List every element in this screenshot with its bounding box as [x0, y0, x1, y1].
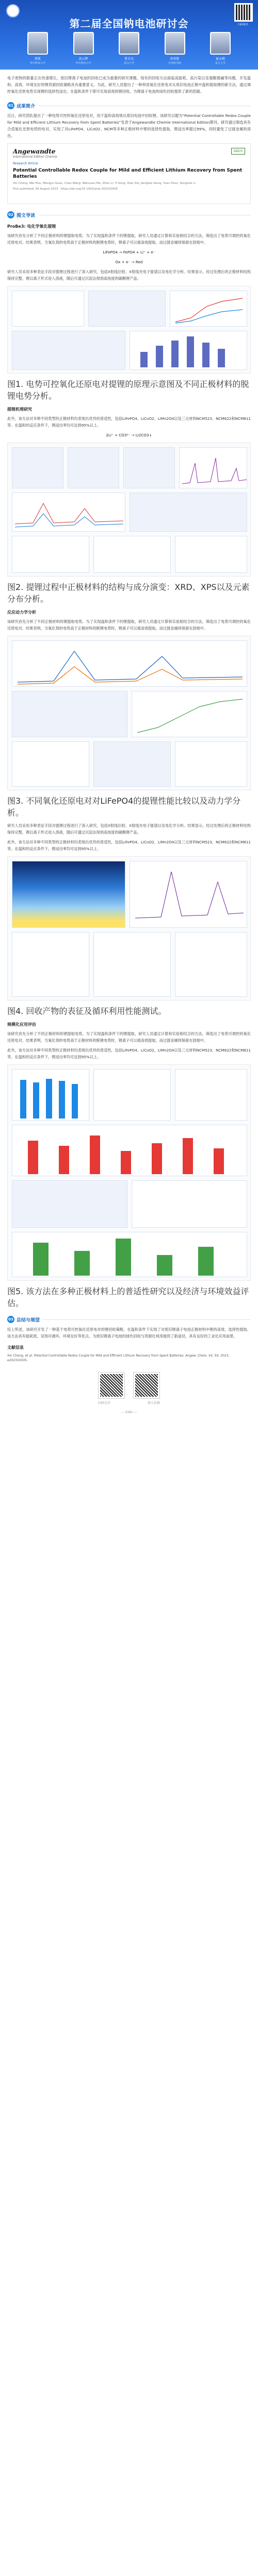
- reference: Xin Cheng, et al. Potential Controllable Redox Couple for Mild and Efficient Lithium Recovery from Spent Batteries. Angew. Chem. Int. Ed. 2023, e202310435.: [7, 1354, 230, 1362]
- figure-panel: [88, 291, 166, 327]
- speaker-name: 夏永姚: [215, 57, 225, 61]
- speaker-photo: [27, 32, 48, 55]
- speaker-card: [203, 32, 237, 65]
- figure-panel: [12, 741, 89, 787]
- figure-panel: [93, 741, 171, 787]
- speaker-name: 曹余良: [124, 57, 134, 61]
- speaker-card: [21, 32, 55, 65]
- journal-name: Angewandte: [13, 148, 56, 155]
- speaker-name: 黄云辉: [78, 57, 88, 61]
- figure-plot: [132, 691, 248, 738]
- intro-paragraph: 电子废物的数量正在快速增长，废旧锂离子电池的回收已成为重要的研究课题。现有的回收方法面临高能耗、高污染以及强酸强碱等问题，开发温和、高效、环境友好的锂资源回收策略具有重要意义。为此，研究人员提出了一种利用氧化还原电对从废旧电池正极中温和提取锂的新方法，通过调控氧化还原电势实现锂的选择性浸出，在温和条件下即可实现高效的锂回收，为锂离子电池的绿色回收提供了新的思路。: [7, 76, 251, 94]
- speaker-affil: 华中科技大学: [75, 62, 91, 65]
- figure-panel: [12, 291, 84, 327]
- qr-caption: 扫码报名: [237, 23, 248, 26]
- gdch-badge: GDCh: [231, 148, 245, 155]
- speaker-affil: 复旦大学: [215, 62, 225, 65]
- figure-panel: [123, 447, 175, 488]
- article-title: Potential Controllable Redox Couple for Mild and Efficient Lithium Recovery from Spent Batteries: [13, 168, 243, 179]
- section-number: 01: [7, 102, 14, 109]
- figure-panel: [68, 447, 119, 488]
- end-marker: — END —: [121, 1410, 137, 1414]
- article-authors: Xin Cheng, Wei Hou, Mengyu Guan, Chao Wang, Wenxuan Ma, Zhen Li, Yi Song, Qian Xie, Jiangtao Xiang, Yuan Zhou, Songmei Li: [13, 182, 196, 185]
- figure-panel: [175, 1069, 247, 1121]
- figure-panel: [12, 1125, 247, 1176]
- figure-caption: 图1. 电势可控氧化还原电对提锂的原理示意图及不同正极材料的脱锂电势分析。: [7, 379, 249, 401]
- section-title: 总结与展望: [17, 1317, 40, 1323]
- subsection-heading: 规模化应用评估: [7, 1022, 36, 1027]
- qr-code-icon[interactable]: [98, 1372, 125, 1399]
- speaker-photo: [165, 32, 185, 55]
- subsection-heading: 提锂机理研究: [7, 407, 32, 412]
- section-number: 03: [7, 1316, 14, 1323]
- body-paragraph: 该研究首先分析了不同正极材料的锂提取电势。为了实现温和条件下的锂提取，研究人员通过计算和实验相结合的方法，筛选出了电势可调控的氧化还原电对。结果表明，当氧化剂的电势高于正极材料的脱锂电势时，锂离子可以被高效提取，而过渡金属则保留在固相中。: [7, 1031, 251, 1043]
- body-paragraph: 此外，该方法对多种不同类型的正极材料均表现出优异的普适性，包括LiFePO4、LiCoO2、LiMn2O4以及三元材料NCM523、NCM622和NCM811等。在温和的反应条件下，锂浸出率均可达到95%以上。: [7, 840, 251, 851]
- section-heading: [7, 102, 258, 109]
- subsection-heading: 反应动力学分析: [7, 610, 36, 615]
- figure-5: [7, 1064, 251, 1281]
- subsection-heading: 文献信息: [7, 1345, 24, 1350]
- section-heading: [7, 1316, 258, 1323]
- speaker-row: [21, 32, 237, 65]
- speaker-card: [67, 32, 101, 65]
- equation: Ox + e⁻ → Red: [115, 260, 143, 264]
- body-paragraph: 研究人员采用多种表征手段对提锂过程进行了深入研究，包括X射线衍射、X射线光电子能谱以及电化学分析。结果显示，经过处理后的正极材料结构保持完整，锂以离子形式进入溶液，随后可通过沉淀法得到高纯度的碳酸锂产品。: [7, 269, 251, 281]
- body-paragraph: 此外，该方法对多种不同类型的正极材料均表现出优异的普适性，包括LiFePO4、LiCoO2、LiMn2O4以及三元材料NCM523、NCM622和NCM811等。在温和的反应条件下，锂浸出率均可达到95%以上。: [7, 1048, 251, 1059]
- figure-plot: [130, 331, 248, 370]
- speaker-card: [158, 32, 192, 65]
- figure-plot: [12, 493, 126, 532]
- conclusion-paragraph: 综上所述，该研究开发了一种基于电势可控氧化还原电对的锂回收策略，在温和条件下实现了对废旧锂离子电池正极材料中锂的高效、选择性提取。该方法具有能耗低、试剂可循环、环境友好等优点，为废旧锂离子电池的绿色回收与资源化利用提供了新途径，具有良好的工业化应用前景。: [7, 1327, 251, 1338]
- figure-panel: [12, 691, 127, 737]
- figure-panel: [93, 536, 171, 573]
- figure-plot: [12, 1232, 248, 1278]
- article-doi[interactable]: First published: 30 August 2023 · https://doi.org/10.1002/anie.202310435: [13, 188, 118, 191]
- figure-panel: [175, 932, 247, 997]
- speaker-affil: 华中科技大学: [29, 62, 45, 65]
- body-paragraph: 研究人员采用多种表征手段对提锂过程进行了深入研究，包括X射线衍射、X射线光电子能谱以及电化学分析。结果显示，经过处理后的正极材料结构保持完整，锂以离子形式进入溶液，随后可通过沉淀法得到高纯度的碳酸锂产品。: [7, 823, 251, 835]
- figure-plot: [12, 641, 248, 687]
- figure-panel: [12, 1069, 89, 1121]
- article-card[interactable]: [7, 143, 251, 204]
- figure-1: [7, 286, 251, 374]
- figure-panel: [175, 536, 247, 573]
- speaker-affil: 中国科学院: [168, 62, 181, 65]
- speaker-card: [112, 32, 146, 65]
- figure-caption: 图3. 不同氧化还原电对对LiFePO4的提锂性能比较以及动力学分析。: [7, 796, 241, 818]
- section-title: 图文导读: [17, 213, 36, 218]
- speaker-photo: [119, 32, 139, 55]
- qr-code-icon[interactable]: [234, 3, 253, 22]
- figure-panel: [12, 536, 89, 573]
- section-number: 02: [7, 211, 14, 218]
- conference-banner[interactable]: [0, 0, 258, 70]
- footer-qr-block: [98, 1372, 160, 1405]
- figure-panel: [12, 493, 125, 532]
- figure-panel: [12, 861, 125, 928]
- body-paragraph: 该研究首先分析了不同正极材料的锂提取电势。为了实现温和条件下的锂提取，研究人员通过计算和实验相结合的方法，筛选出了电势可调控的氧化还原电对。结果表明，当氧化剂的电势高于正极材料的脱锂电势时，锂离子可以被高效提取，而过渡金属则保留在固相中。: [7, 619, 251, 631]
- figure-panel: [170, 291, 247, 327]
- figure-plot: [130, 861, 248, 928]
- figure-panel: [12, 932, 89, 997]
- figure-panel: [93, 1069, 171, 1121]
- qr-label: 加入社群: [147, 1401, 160, 1405]
- figure-panel: [12, 447, 63, 488]
- equation: 2Li⁺ + CO3²⁻ → Li2CO3↓: [106, 433, 152, 437]
- figure-panel: [12, 1180, 127, 1228]
- figure-4: [7, 856, 251, 1001]
- divider: [43, 1319, 251, 1320]
- figure-plot: [12, 1125, 248, 1177]
- figure-plot: [180, 448, 248, 489]
- summary-paragraph: 近日，研究团队提出了一种电势可控的氧化还原电对，用于温和高效地从废旧电池中回收锂。该研究以题为“Potential Controllable Redox Couple for Mild and Efficient Lithium Recovery from Spent Batteries”发表于Angewandte Chemie International Edition期刊。研究通过筛选具有合适氧化还原电势的电对，实现了对LiFePO4、LiCoO2、NCM等多种正极材料中锂的选择性提取，锂浸出率超过99%，同时避免了过渡金属的溶出。: [7, 113, 251, 138]
- speaker-name: 蒋凯: [34, 57, 41, 61]
- speaker-photo: [210, 32, 231, 55]
- figure-caption: 图5. 该方法在多种正极材料上的普适性研究以及经济与环境效益评估。: [7, 1286, 249, 1308]
- figure-2: [7, 443, 251, 577]
- figure-3: [7, 636, 251, 790]
- section-heading: [7, 211, 258, 218]
- figure-panel: [132, 1180, 247, 1228]
- qr-label: 扫码关注: [98, 1401, 111, 1405]
- figure-plot: [170, 291, 248, 327]
- figure-panel: [130, 493, 247, 532]
- figure-panel: [132, 691, 247, 737]
- figure-panel: [130, 331, 247, 370]
- section-title: 成果简介: [17, 104, 36, 109]
- journal-sub: International Edition Chemie: [13, 155, 57, 159]
- figure-panel: [12, 1232, 247, 1277]
- figure-panel: [12, 640, 247, 687]
- speaker-name: 胡勇胜: [170, 57, 180, 61]
- banner-title: 第二届全国钠电池研讨会: [69, 18, 189, 30]
- article-type: Research Article: [13, 162, 38, 165]
- figure-panel: [93, 932, 171, 997]
- body-paragraph: 该研究首先分析了不同正极材料的锂提取电势。为了实现温和条件下的锂提取，研究人员通过计算和实验相结合的方法，筛选出了电势可调控的氧化还原电对。结果表明，当氧化剂的电势高于正极材料的脱锂电势时，锂离子可以被高效提取，而过渡金属则保留在固相中。: [7, 233, 251, 245]
- body-paragraph: 此外，该方法对多种不同类型的正极材料均表现出优异的普适性，包括LiFePO4、LiCoO2、LiMn2O4以及三元材料NCM523、NCM622和NCM811等。在温和的反应条件下，锂浸出率均可达到95%以上。: [7, 416, 251, 428]
- figure-panel: [12, 331, 125, 370]
- figure-plot: [12, 1070, 90, 1121]
- figure-panel: [175, 741, 247, 787]
- speaker-photo: [73, 32, 94, 55]
- figure-caption: 图4. 回收产物的表征及循环利用性能测试。: [7, 1006, 167, 1016]
- figure-panel: [130, 861, 247, 928]
- qr-code-icon[interactable]: [133, 1372, 160, 1399]
- figure-caption: 图2. 提锂过程中正极材料的结构与成分演变：XRD、XPS以及元素分布分析。: [7, 582, 250, 604]
- speaker-affil: 武汉大学: [123, 62, 134, 65]
- subsection-heading: ProBe3: 电化学氧化提锂: [7, 224, 56, 229]
- equation: LiFePO4 → FePO4 + Li⁺ + e⁻: [103, 250, 155, 255]
- figure-panel: [179, 447, 247, 488]
